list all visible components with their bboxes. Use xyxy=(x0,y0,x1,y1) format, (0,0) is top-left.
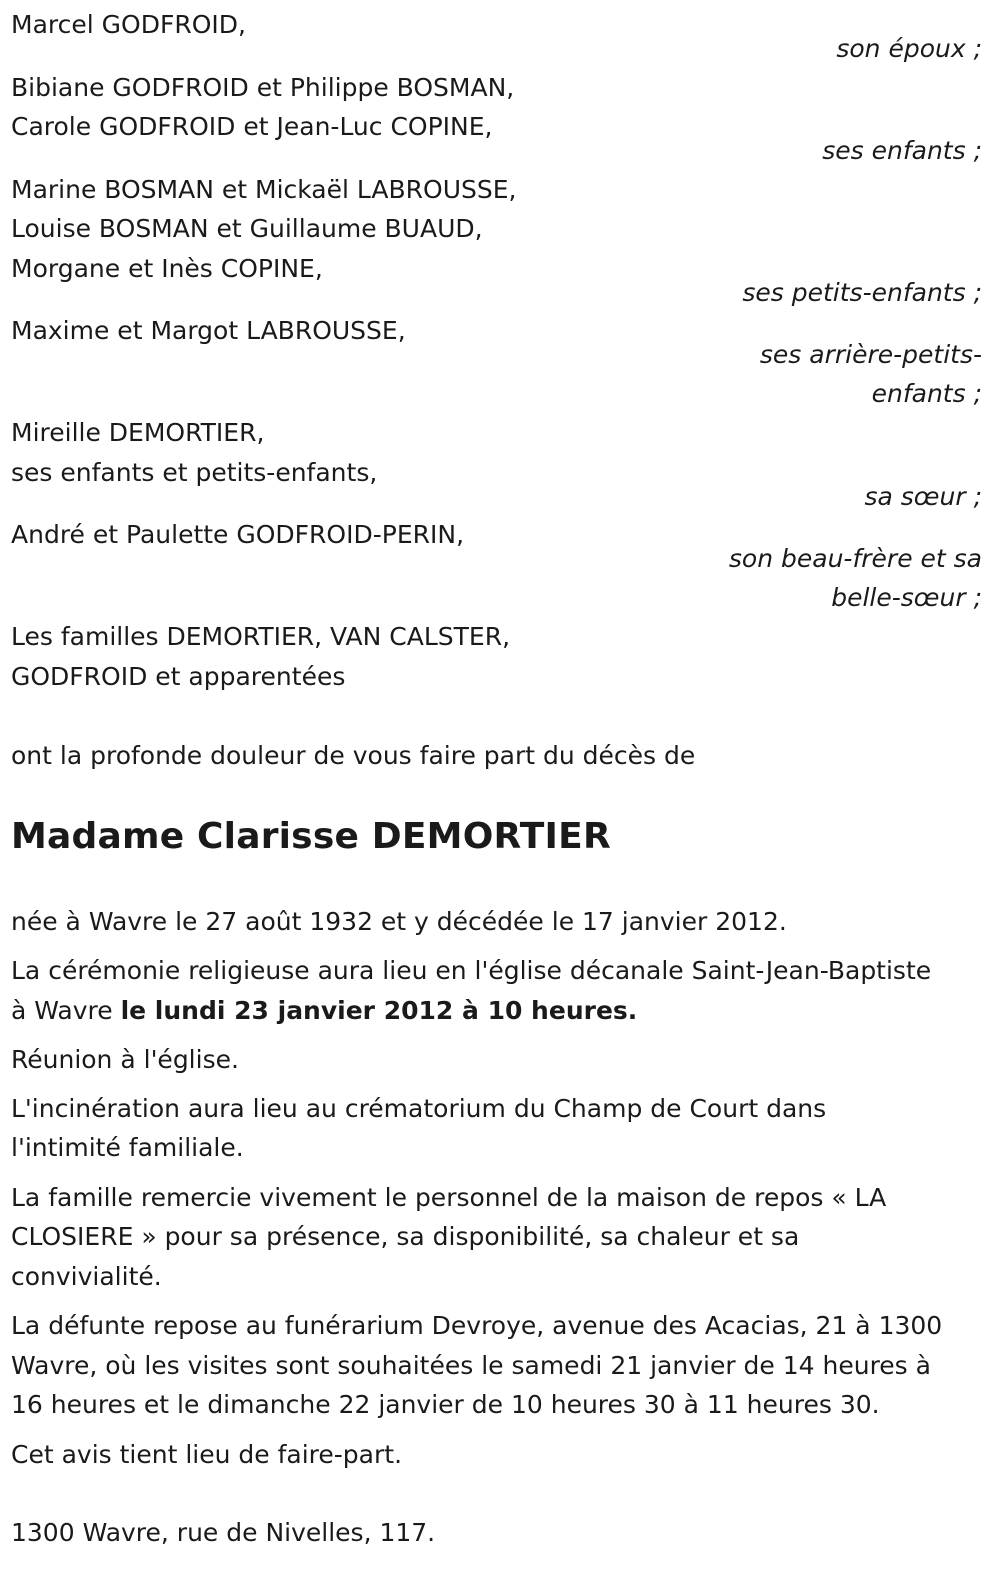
child-line: Carole GODFROID et Jean-Luc COPINE, xyxy=(11,112,493,141)
visits-text: La défunte repose au funérarium Devroye, avenue des Acacias, 21 à 1300 xyxy=(11,1311,943,1340)
ceremony-place: à Wavre xyxy=(11,996,121,1025)
grandchild-line: Marine BOSMAN et Mickaël LABROUSSE, xyxy=(11,175,517,204)
grandchildren-role: ses petits-enfants ; xyxy=(742,278,982,307)
announcement-text: ont la profonde douleur de vous faire part du décès de xyxy=(11,741,696,770)
deceased-name: Madame Clarisse DEMORTIER xyxy=(11,816,611,857)
grandchild-line: Morgane et Inès COPINE, xyxy=(11,254,323,283)
in-laws-role: belle-sœur ; xyxy=(831,583,982,612)
great-grandchildren-line: Maxime et Margot LABROUSSE, xyxy=(11,316,406,345)
in-laws-role: son beau-frère et sa xyxy=(728,544,982,573)
notice-text: Cet avis tient lieu de faire-part. xyxy=(11,1440,403,1469)
families-line: Les familles DEMORTIER, VAN CALSTER, xyxy=(11,622,511,651)
address-text: 1300 Wavre, rue de Nivelles, 117. xyxy=(11,1518,436,1547)
meeting-text: Réunion à l'église. xyxy=(11,1045,239,1074)
child-line: Bibiane GODFROID et Philippe BOSMAN, xyxy=(11,73,515,102)
sister-role: sa sœur ; xyxy=(864,482,982,511)
visits-text: Wavre, où les visites sont souhaitées le samedi 21 janvier de 14 heures à xyxy=(11,1351,931,1380)
cremation-text: L'incinération aura lieu au crématorium du Champ de Court dans xyxy=(11,1094,827,1123)
great-grandchildren-role: ses arrière-petits- xyxy=(759,340,982,369)
spouse-role: son époux ; xyxy=(836,34,982,63)
sister-line: Mireille DEMORTIER, xyxy=(11,418,265,447)
great-grandchildren-role: enfants ; xyxy=(871,379,982,408)
cremation-text: l'intimité familiale. xyxy=(11,1133,244,1162)
sister-line: ses enfants et petits-enfants, xyxy=(11,458,378,487)
spouse-name: Marcel GODFROID, xyxy=(11,10,246,39)
thanks-text: La famille remercie vivement le personnel de la maison de repos « LA xyxy=(11,1183,887,1212)
visits-text: 16 heures et le dimanche 22 janvier de 10 heures 30 à 11 heures 30. xyxy=(11,1390,880,1419)
families-line: GODFROID et apparentées xyxy=(11,662,346,691)
birth-death-text: née à Wavre le 27 août 1932 et y décédée le 17 janvier 2012. xyxy=(11,907,787,936)
thanks-text: CLOSIERE » pour sa présence, sa disponibilité, sa chaleur et sa xyxy=(11,1222,800,1251)
ceremony-text xyxy=(11,991,637,1031)
ceremony-date: le lundi 23 janvier 2012 à 10 heures. xyxy=(120,996,638,1025)
ceremony-text: La cérémonie religieuse aura lieu en l'église décanale Saint-Jean-Baptiste xyxy=(11,956,932,985)
grandchild-line: Louise BOSMAN et Guillaume BUAUD, xyxy=(11,214,483,243)
thanks-text: convivialité. xyxy=(11,1262,162,1291)
in-laws-line: André et Paulette GODFROID-PERIN, xyxy=(11,520,465,549)
children-role: ses enfants ; xyxy=(822,136,982,165)
